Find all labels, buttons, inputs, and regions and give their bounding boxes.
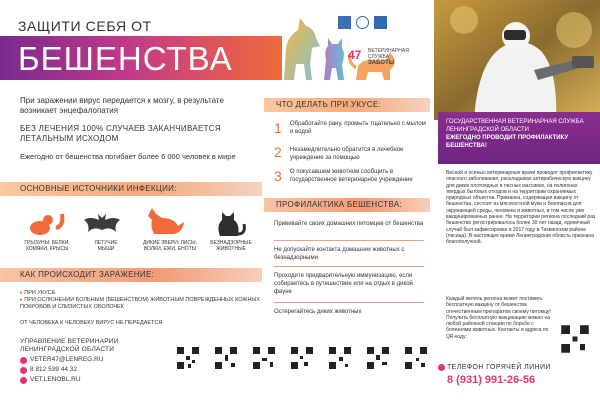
- list-item: ▸ ПРИ УКУСЕ: [20, 290, 56, 296]
- source-label-stray: БЕЗНАДЗОРНЫЕ ЖИВОТНЫЕ: [210, 240, 252, 252]
- prevention-header: ПРОФИЛАКТИКА БЕШЕНСТВА:: [264, 198, 430, 212]
- brand-slogan: ЗАБОТЫ: [368, 60, 395, 66]
- divider: [274, 302, 424, 303]
- qr-code[interactable]: [214, 346, 238, 370]
- prevention-item-4: Остерегайтесь диких животных: [274, 309, 362, 315]
- divider: [274, 266, 424, 267]
- fox-icon: [142, 204, 186, 238]
- phone-icon: [438, 364, 445, 371]
- org-line-1: УПРАВЛЕНИЕ ВЕТЕРИНАРИИ: [20, 338, 119, 345]
- intro-text-3: Ежегодно от бешенства погибает более 6 000 человек в мире: [20, 152, 236, 161]
- source-label-bats: ЛЕТУЧИЕ МЫШИ: [94, 240, 118, 252]
- step-number-1: 1: [274, 120, 282, 136]
- vet-service-logo-icon: [374, 16, 387, 29]
- step-number-2: 2: [274, 144, 282, 160]
- step-text-3: О покусавшем животном сообщить в государственное ветеринарное учреждение: [290, 169, 413, 183]
- phone-icon: [20, 367, 27, 374]
- prevention-item-3: Проходите предварительную иммунизацию, если собираетесь в путешествие или на отдых в дикой фауне: [274, 273, 413, 295]
- rodent-icon: [26, 206, 66, 238]
- org-line-2: ЛЕНИНГРАДСКОЙ ОБЛАСТИ: [20, 346, 115, 353]
- transmission-header: КАК ПРОИСХОДИТ ЗАРАЖЕНИЕ:: [0, 268, 262, 282]
- prevention-item-2: Не допускайте контакта домашних животных с безнадзорными: [274, 247, 405, 261]
- divider: [274, 240, 424, 241]
- cat-icon: [212, 206, 248, 238]
- brand-caption: [368, 48, 409, 60]
- intro-text-2: БЕЗ ЛЕЧЕНИЯ 100% СЛУЧАЕВ ЗАКАНЧИВАЕТСЯ ЛЕТАЛЬНЫМ ИСХОДОМ: [20, 124, 221, 143]
- step-text-2: Незамедлительно обратится в лечебное учреждение за помощью: [290, 147, 404, 161]
- web-icon: [20, 377, 27, 384]
- title-line-1: ЗАЩИТИ СЕБЯ ОТ: [18, 18, 152, 34]
- emblem-icon: [356, 16, 369, 29]
- vaccination-info-text: Весной и осенью ветеринарные врачи проводят профилактику опасного заболевания, раскладывая антирабическую вакцину для диких плотоядных в лесных массивах, на полигонах твердых бытовых отходов и на территории охраняемых природных объектов. Приманка, содержащая вакцину от бешенства, состоит из мясокостной муки и безопасна для окружающей среды, человека и животных, в том числе уже вакцинированных ранее. На территории региона последний раз бешенство регистрировалось более 30 лет назад, единичный случай был зафиксирован в 2017 году в Тихвинском районе (лисица). В настоящее время Ленинградская область признана благополучной.: [446, 170, 596, 246]
- logos-group: [338, 16, 430, 46]
- list-item: ▸ ПРИ ОСЛЮНЕНИИ БОЛЬНЫМ (БЕШЕНСТВОМ) ЖИВОТНЫМ ПОВРЕЖДЕННЫХ КОЖНЫХ ПОКРОВОВ И СЛИЗИСТЫХ ОБОЛОЧЕК: [20, 297, 260, 310]
- phone-number[interactable]: 8 812 539 44 32: [30, 366, 77, 373]
- qr-code[interactable]: [404, 346, 428, 370]
- org-name: [20, 338, 119, 354]
- hotline-title: ТЕЛЕФОН ГОРЯЧЕЙ ЛИНИИ: [447, 364, 551, 371]
- brand-number: 47: [348, 48, 362, 62]
- source-label-wild: ДИКИЕ ЗВЕРИ: ЛИСЫ, ВОЛКИ, ЕЖИ, ЕНОТЫ: [143, 240, 197, 252]
- site-link[interactable]: VET.LENOBL.RU: [30, 376, 81, 383]
- email-icon: [20, 357, 27, 364]
- step-number-3: 3: [274, 168, 282, 184]
- transmission-note: ОТ ЧЕЛОВЕКА К ЧЕЛОВЕКУ ВИРУС НЕ ПЕРЕДАЕТСЯ: [20, 320, 163, 326]
- source-label-rodents: ГРЫЗУНЫ: БЕЛКИ, ХОМЯКИ, КРЫСЫ: [24, 240, 70, 252]
- sources-header: ОСНОВНЫЕ ИСТОЧНИКИ ИНФЕКЦИИ:: [0, 182, 262, 196]
- dog-icon: [284, 18, 320, 80]
- step-text-1: Обработайте рану, промыть тщательно с мылом и водой: [290, 121, 426, 135]
- info-box-line-2: ЕЖЕГОДНО ПРОВОДИТ ПРОФИЛАКТИКУ БЕШЕНСТВА!: [446, 135, 569, 149]
- free-vaccination-text: Каждый житель региона может поставить бесплатную вакцину от бешенства отечественным препаратом своему питомцу! Получить бесплатную вакцинацию можно на любой районной станции по борьбе с болезнями животных. Контакты и адреса по QR-коду:: [446, 296, 551, 340]
- region-flag-icon: [338, 16, 351, 29]
- transmission-list: [20, 290, 260, 311]
- bat-icon: [82, 210, 122, 238]
- info-box-line-1: ГОСУДАРСТВЕННАЯ ВЕТЕРИНАРНАЯ СЛУЖБА ЛЕНИНГРАДСКОЙ ОБЛАСТИ: [446, 119, 584, 133]
- qr-code[interactable]: [290, 346, 314, 370]
- email-link[interactable]: VETER47@LENREG.RU: [30, 356, 104, 363]
- qr-code[interactable]: [252, 346, 276, 370]
- qr-code[interactable]: [560, 324, 590, 354]
- brand-line-1: ВЕТЕРИНАРНАЯ: [368, 48, 409, 54]
- vet-worker-photo: [434, 0, 600, 120]
- qr-code[interactable]: [176, 346, 200, 370]
- title-line-2: БЕШЕНСТВА: [18, 40, 233, 77]
- qr-code[interactable]: [328, 346, 352, 370]
- qr-code[interactable]: [366, 346, 390, 370]
- info-box-text: [446, 118, 596, 150]
- prevention-item-1: Прививайте своих домашних питомцев от бешенства: [274, 221, 424, 227]
- brand-line-2: СЛУЖБА: [368, 54, 390, 60]
- hotline-number[interactable]: 8 (931) 991-26-56: [447, 374, 536, 386]
- intro-text-1: При заражении вирус передается к мозгу, в результате возникает энцефалопатия: [20, 96, 224, 115]
- bite-header: ЧТО ДЕЛАТЬ ПРИ УКУСЕ:: [264, 98, 430, 112]
